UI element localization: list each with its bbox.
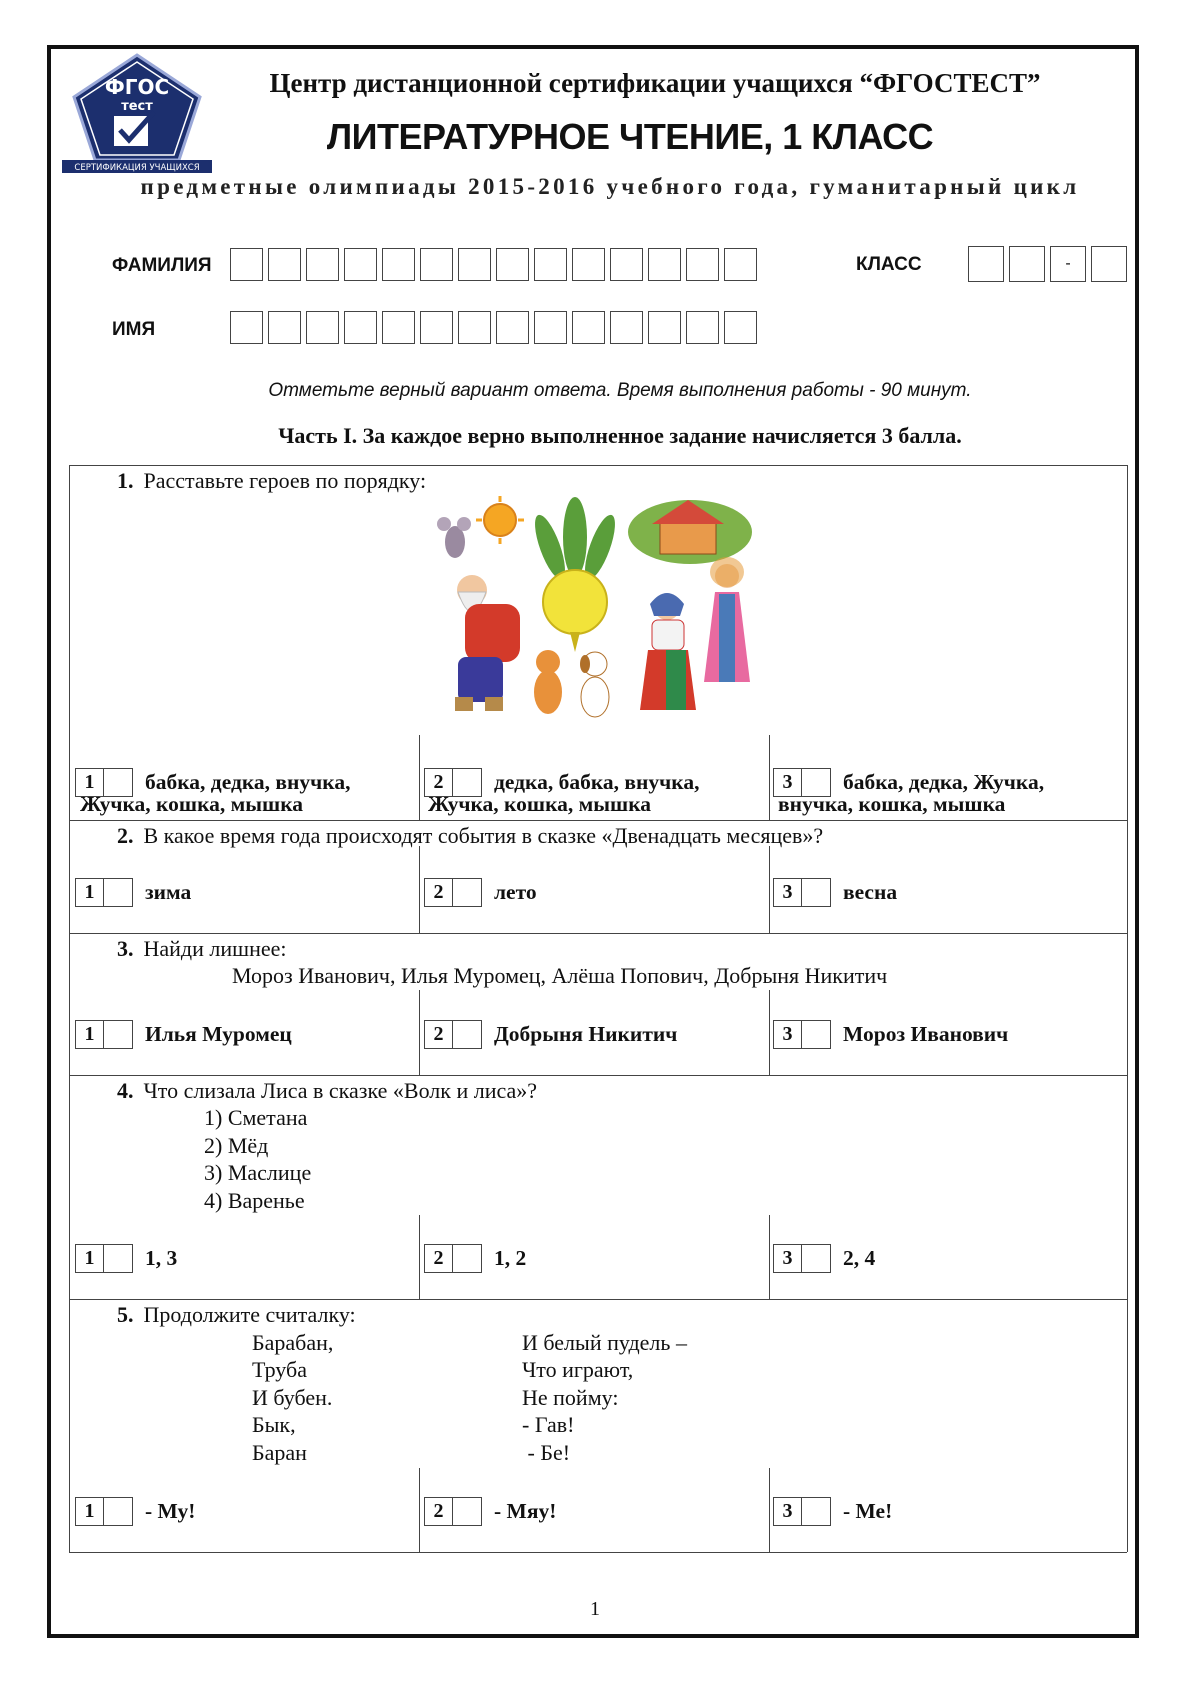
option-text-cont: Жучка, кошка, мышка: [428, 792, 652, 816]
page-title: ЛИТЕРАТУРНОЕ ЧТЕНИЕ, 1 КЛАСС: [326, 116, 934, 157]
surname-box[interactable]: [382, 248, 415, 281]
option-number: 1: [75, 768, 104, 797]
divider: [769, 1215, 770, 1299]
poem-line: - Гав!: [522, 1412, 575, 1437]
divider: [69, 1075, 1127, 1076]
surname-boxes[interactable]: [230, 248, 757, 281]
name-box[interactable]: [648, 311, 681, 344]
poem-line: Труба: [252, 1357, 307, 1382]
divider: [419, 735, 420, 820]
divider: [419, 990, 420, 1075]
question-5: [117, 1302, 356, 1328]
q4-option-1[interactable]: [75, 1244, 177, 1273]
answer-checkbox[interactable]: [104, 878, 133, 907]
q5-option-1[interactable]: [75, 1497, 195, 1526]
logo-text-top: ФГОС: [104, 75, 170, 99]
q3-option-3[interactable]: [773, 1020, 1008, 1049]
option-text: бабка, дедка, внучка,: [145, 770, 351, 794]
divider: [1127, 465, 1128, 1552]
q2-option-3[interactable]: [773, 878, 897, 907]
option-text: весна: [843, 880, 898, 904]
option-number: 2: [424, 768, 453, 797]
page-subtitle: предметные олимпиады 2015-2016 учебного года, гуманитарный цикл: [140, 174, 1080, 199]
option-text: дедка, бабка, внучка,: [494, 770, 700, 794]
option-text: Мороз Иванович: [843, 1022, 1009, 1046]
option-text: - Ме!: [843, 1499, 893, 1523]
divider: [769, 846, 770, 933]
question-text: В какое время года происходят события в сказке «Двенадцать месяцев»?: [143, 823, 824, 848]
answer-checkbox[interactable]: [104, 1497, 133, 1526]
question-number: 2.: [117, 823, 134, 848]
name-box[interactable]: [724, 311, 757, 344]
name-box[interactable]: [382, 311, 415, 344]
name-box[interactable]: [420, 311, 453, 344]
class-label: КЛАСС: [856, 254, 922, 275]
surname-box[interactable]: [534, 248, 567, 281]
q5-option-3[interactable]: [773, 1497, 892, 1526]
name-box[interactable]: [458, 311, 491, 344]
divider: [419, 1215, 420, 1299]
surname-box[interactable]: [686, 248, 719, 281]
question-1: [117, 468, 426, 494]
class-separator: -: [1050, 246, 1086, 282]
option-text-cont: Жучка, кошка, мышка: [80, 792, 304, 816]
answer-checkbox[interactable]: [802, 1497, 831, 1526]
answer-checkbox[interactable]: [802, 1244, 831, 1273]
name-label: ИМЯ: [112, 319, 156, 340]
option-number: 1: [75, 1244, 104, 1273]
option-text-cont: внучка, кошка, мышка: [778, 792, 1006, 816]
option-number: 1: [75, 1020, 104, 1049]
q4-option-3[interactable]: [773, 1244, 875, 1273]
option-text: 2, 4: [843, 1246, 876, 1270]
option-number: 2: [424, 1497, 453, 1526]
poem-line: Баран: [252, 1440, 307, 1465]
answer-checkbox[interactable]: [104, 1020, 133, 1049]
poem-line: И белый пудель –: [522, 1330, 687, 1355]
class-box[interactable]: [968, 246, 1004, 282]
surname-box[interactable]: [610, 248, 643, 281]
option-number: 3: [773, 1020, 802, 1049]
class-boxes[interactable]: [968, 246, 1127, 282]
poem-line: - Бе!: [522, 1440, 571, 1465]
surname-box[interactable]: [724, 248, 757, 281]
option-text: 1, 3: [145, 1246, 178, 1270]
list-item: 2) Мёд: [204, 1133, 269, 1158]
logo-text-bottom: тест: [121, 99, 153, 114]
divider: [769, 990, 770, 1075]
answer-checkbox[interactable]: [802, 1020, 831, 1049]
logo-ribbon-text: СЕРТИФИКАЦИЯ УЧАЩИХСЯ: [74, 163, 200, 173]
option-text: - Мяу!: [494, 1499, 557, 1523]
surname-box[interactable]: [420, 248, 453, 281]
question-text: Что слизала Лиса в сказке «Волк и лиса»?: [143, 1078, 538, 1103]
question-text: Расставьте героев по порядку:: [143, 468, 427, 493]
name-box[interactable]: [268, 311, 301, 344]
divider: [69, 1552, 1127, 1553]
name-box[interactable]: [610, 311, 643, 344]
q5-option-2[interactable]: [424, 1497, 556, 1526]
surname-box[interactable]: [306, 248, 339, 281]
divider: [419, 846, 420, 933]
divider: [769, 735, 770, 820]
surname-box[interactable]: [230, 248, 263, 281]
option-text: - Му!: [145, 1499, 196, 1523]
answer-checkbox[interactable]: [802, 878, 831, 907]
question-number: 4.: [117, 1078, 134, 1103]
list-item: 3) Маслице: [204, 1160, 312, 1185]
option-number: 3: [773, 1244, 802, 1273]
option-number: 1: [75, 1497, 104, 1526]
name-box[interactable]: [686, 311, 719, 344]
divider: [69, 933, 1127, 934]
divider: [69, 465, 1127, 466]
surname-box[interactable]: [268, 248, 301, 281]
name-box[interactable]: [534, 311, 567, 344]
question-2: [117, 823, 823, 849]
poem-line: И бубен.: [252, 1385, 333, 1410]
poem-line: Не пойму:: [522, 1385, 619, 1410]
answer-checkbox[interactable]: [453, 878, 482, 907]
question-number: 5.: [117, 1302, 134, 1327]
fgos-logo: [62, 52, 212, 177]
option-number: 1: [75, 878, 104, 907]
option-number: 3: [773, 878, 802, 907]
surname-label: ФАМИЛИЯ: [112, 255, 212, 276]
surname-box[interactable]: [496, 248, 529, 281]
question-number: 3.: [117, 936, 134, 961]
surname-box[interactable]: [458, 248, 491, 281]
page-number: 1: [590, 1598, 600, 1620]
option-number: 2: [424, 1244, 453, 1273]
instructions: Отметьте верный вариант ответа. Время выполнения работы - 90 минут.: [268, 380, 972, 401]
divider: [69, 465, 70, 1552]
list-item: 4) Варенье: [204, 1188, 305, 1213]
option-text: зима: [145, 880, 192, 904]
q2-option-2[interactable]: [424, 878, 537, 907]
question-4: [117, 1078, 537, 1104]
poem-line: Бык,: [252, 1412, 296, 1437]
option-number: 3: [773, 1497, 802, 1526]
question-number: 1.: [117, 468, 134, 493]
q2-option-1[interactable]: [75, 878, 191, 907]
option-text: лето: [494, 880, 537, 904]
divider: [769, 1468, 770, 1552]
surname-box[interactable]: [648, 248, 681, 281]
surname-box[interactable]: [572, 248, 605, 281]
option-number: 2: [424, 1020, 453, 1049]
name-boxes[interactable]: [230, 311, 757, 344]
question-text: Найди лишнее:: [143, 936, 287, 961]
divider: [69, 820, 1127, 821]
list-item: 1) Сметана: [204, 1105, 308, 1130]
name-box[interactable]: [306, 311, 339, 344]
option-text: Добрыня Никитич: [494, 1022, 678, 1046]
answer-checkbox[interactable]: [104, 1244, 133, 1273]
name-box[interactable]: [572, 311, 605, 344]
center-name: Центр дистанционной сертификации учащихся “ФГОСТЕСТ”: [269, 68, 1041, 98]
name-box[interactable]: [230, 311, 263, 344]
poem-line: Что играют,: [522, 1357, 634, 1382]
q4-option-2[interactable]: [424, 1244, 526, 1273]
divider: [419, 1468, 420, 1552]
surname-box[interactable]: [344, 248, 377, 281]
class-box[interactable]: [1091, 246, 1127, 282]
turnip-story-illustration: [430, 492, 790, 732]
option-text: Илья Муромец: [145, 1022, 292, 1046]
question-text: Продолжите считалку:: [143, 1302, 356, 1327]
poem-line: Барабан,: [252, 1330, 334, 1355]
option-number: 3: [773, 768, 802, 797]
part-title: Часть I. За каждое верно выполненное задание начисляется 3 балла.: [278, 423, 962, 448]
answer-checkbox[interactable]: [453, 1020, 482, 1049]
name-box[interactable]: [496, 311, 529, 344]
q3-option-1[interactable]: [75, 1020, 292, 1049]
option-text: бабка, дедка, Жучка,: [843, 770, 1045, 794]
answer-checkbox[interactable]: [453, 1244, 482, 1273]
answer-checkbox[interactable]: [453, 1497, 482, 1526]
question-3: [117, 936, 287, 962]
class-box[interactable]: [1009, 246, 1045, 282]
q3-option-2[interactable]: [424, 1020, 677, 1049]
option-text: 1, 2: [494, 1246, 527, 1270]
question-subtext: Мороз Иванович, Илья Муромец, Алёша Попович, Добрыня Никитич: [232, 963, 888, 988]
name-box[interactable]: [344, 311, 377, 344]
divider: [69, 1299, 1127, 1300]
option-number: 2: [424, 878, 453, 907]
